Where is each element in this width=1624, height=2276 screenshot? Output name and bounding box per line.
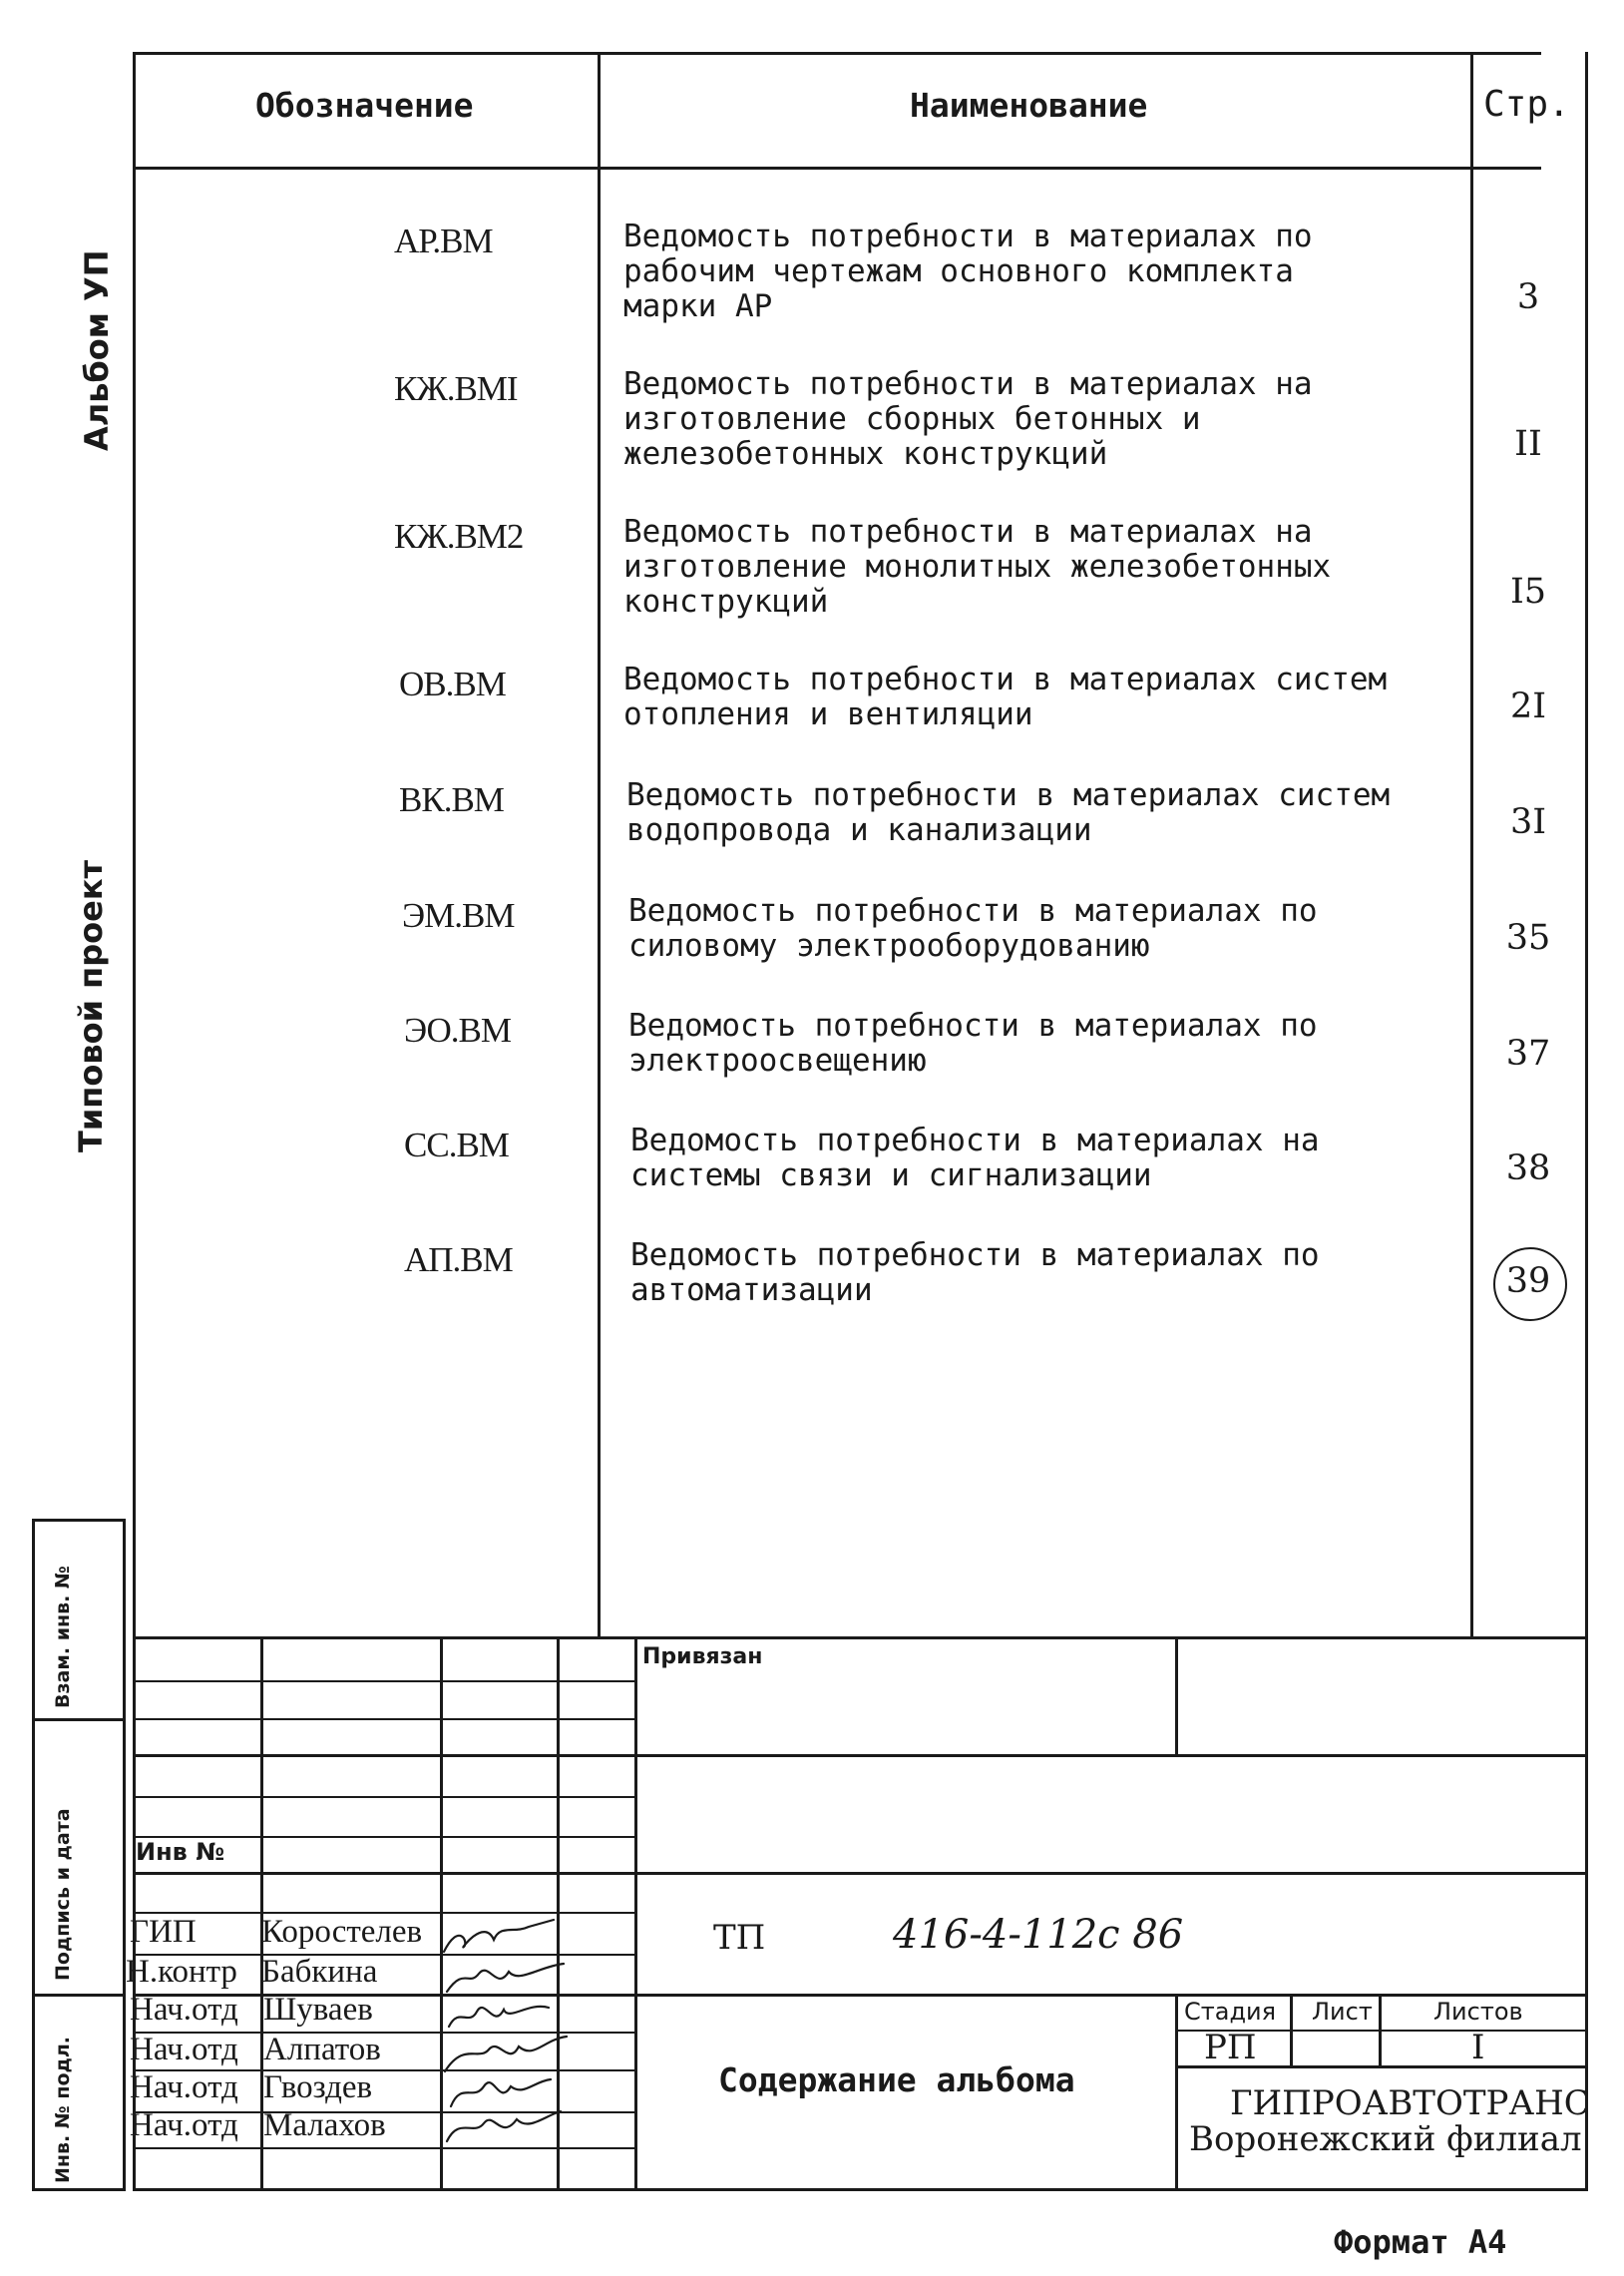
stamp-h6	[133, 1872, 1588, 1875]
inv-no-label: Инв №	[136, 1838, 225, 1866]
row-page: 2I	[1509, 686, 1547, 726]
row-page: 3	[1516, 277, 1540, 317]
name-cell: Коростелев	[261, 1914, 423, 1950]
name-cell: Алпатов	[263, 2032, 381, 2067]
row-text: Ведомость потребности в материалах систем отопления и вентиляции	[623, 662, 1388, 732]
side-label-project: Типовой проект	[72, 859, 110, 1152]
row-page: 37	[1505, 1034, 1551, 1074]
row-text: Ведомость потребности в материалах по рабочим чертежам основного комплекта марки АР	[623, 219, 1313, 324]
stage-value: РП	[1204, 2028, 1257, 2067]
sheets-label: Листов	[1433, 1998, 1523, 2026]
side-label-sign-date: Подпись и дата	[52, 1808, 74, 1981]
stamp-h3	[133, 1754, 1588, 1757]
stage-v1	[1290, 1994, 1293, 2067]
name-cell: Гвоздев	[263, 2069, 373, 2105]
stage-label: Стадия	[1184, 1998, 1277, 2026]
album-title: Содержание альбома	[718, 2060, 1075, 2099]
side-label-inv-orig: Инв. № подл.	[52, 2036, 74, 2183]
row-code: ЭО.ВМ	[404, 1011, 512, 1050]
row-page: 38	[1505, 1148, 1551, 1188]
side-strip-top	[32, 1519, 126, 1522]
row-text: Ведомость потребности в материалах на изготовление монолитных железобетонных конструкций	[623, 514, 1332, 620]
side-label-album: Альбом УП	[78, 249, 116, 451]
row-text: Ведомость потребности в материалах на системы связи и сигнализации	[630, 1123, 1320, 1193]
row-page: 35	[1505, 918, 1551, 958]
sheets-value: I	[1471, 2028, 1485, 2067]
frame-left	[133, 52, 136, 2191]
row-code: ВК.ВМ	[399, 780, 504, 819]
row-text: Ведомость потребности в материалах на изготовление сборных бетонных и железобетонных конструкций	[623, 366, 1313, 472]
stage-v-left	[1175, 1994, 1178, 2191]
col-divider-1	[598, 52, 601, 1638]
stamp-h2	[133, 1718, 636, 1720]
row-page: II	[1514, 424, 1542, 464]
role-cell: Нач.отд	[130, 1992, 238, 2028]
role-cell: Н.контр	[126, 1954, 237, 1990]
row-code: ЭМ.ВМ	[402, 896, 515, 935]
stamp-v5	[1175, 1636, 1178, 1754]
row-code: ОВ.ВМ	[399, 665, 506, 703]
doc-code: 416-4-112с 86	[893, 1912, 1184, 1958]
row-code: КЖ.ВМ2	[394, 517, 524, 556]
side-strip-div1	[32, 1718, 126, 1721]
role-cell: Нач.отд	[130, 2032, 238, 2067]
stamp-bottom	[133, 2188, 1588, 2191]
frame-top	[133, 52, 1541, 55]
header-designation: Обозначение	[255, 86, 474, 125]
org-branch: Воронежский филиал	[1189, 2119, 1582, 2159]
sheet-label: Лист	[1312, 1998, 1373, 2026]
side-strip-bottom	[32, 2188, 126, 2191]
row-page: I5	[1509, 572, 1547, 612]
doc-code-prefix: ТП	[713, 1918, 766, 1958]
name-cell: Бабкина	[261, 1954, 378, 1990]
stamp-h1	[133, 1680, 636, 1682]
signatures-scribbles	[439, 1912, 579, 2151]
col-divider-3	[1585, 52, 1588, 1638]
stage-v2	[1379, 1994, 1382, 2067]
row-page: 3I	[1509, 802, 1547, 842]
header-divider	[133, 167, 1541, 170]
role-cell: ГИП	[130, 1914, 197, 1950]
row-text: Ведомость потребности в материалах по электроосвещению	[628, 1008, 1318, 1079]
row-text: Ведомость потребности в материалах по автоматизации	[630, 1237, 1320, 1308]
row-code: АП.ВМ	[404, 1240, 513, 1279]
row-code: КЖ.ВМI	[394, 369, 518, 408]
row-text: Ведомость потребности в материалах по силовому электрооборудованию	[628, 893, 1318, 964]
org-name: ГИПРОАВТОТРАНС	[1230, 2083, 1590, 2123]
row-text: Ведомость потребности в материалах систем водопровода и канализации	[626, 777, 1391, 848]
row-code: СС.ВМ	[404, 1126, 509, 1164]
header-name: Наименование	[910, 86, 1148, 125]
format-label: Формат А4	[1334, 2223, 1507, 2261]
name-cell: Шуваев	[263, 1992, 373, 2028]
stamp-h4	[133, 1796, 636, 1798]
role-cell: Нач.отд	[130, 2069, 238, 2105]
stamp-top	[133, 1636, 1588, 1639]
side-strip-right	[123, 1519, 126, 2191]
privyazan-label: Привязан	[642, 1644, 763, 1669]
stamp-v4	[634, 1636, 637, 2191]
row-code: АР.ВМ	[394, 222, 493, 260]
header-page: Стр.	[1483, 84, 1570, 125]
row-page: 39	[1505, 1261, 1551, 1301]
side-strip-div2	[32, 1994, 126, 1997]
role-cell: Нач.отд	[130, 2107, 238, 2143]
side-strip-left	[32, 1519, 35, 2191]
name-cell: Малахов	[263, 2107, 386, 2143]
side-label-inv-replace: Взам. инв. №	[52, 1566, 74, 1708]
